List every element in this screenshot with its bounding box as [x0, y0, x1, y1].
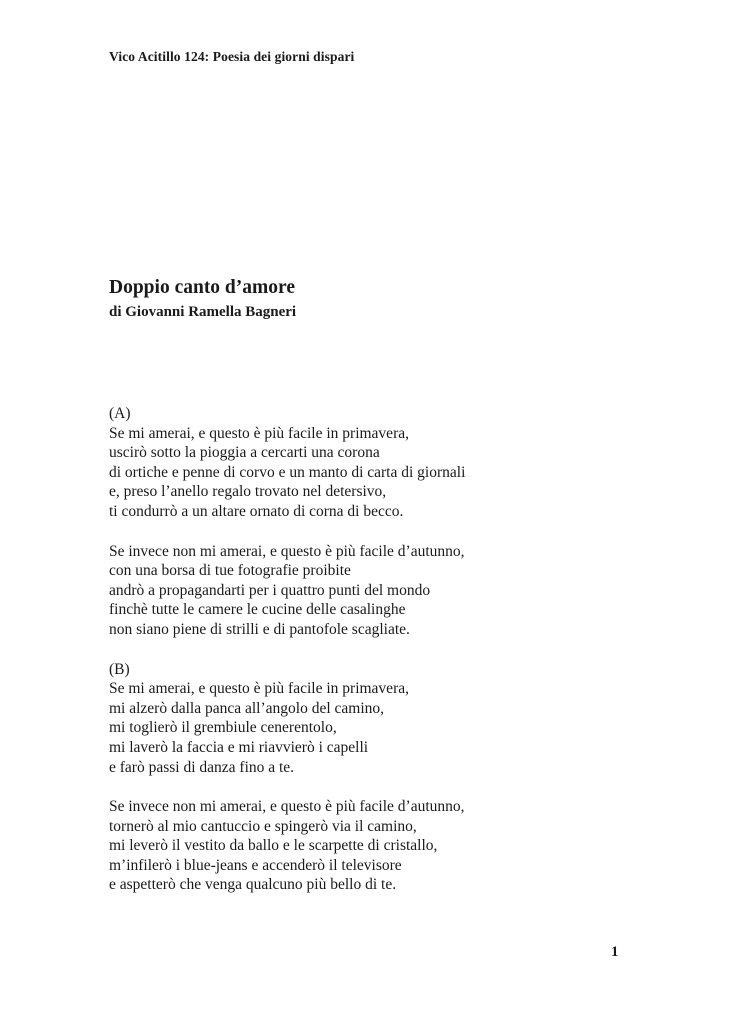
section-label-b: (B) [109, 660, 130, 678]
running-header: Vico Acitillo 124: Poesia dei giorni dispari [109, 49, 355, 64]
poem-line: m’infilerò i blue-jeans e accenderò il televisore [109, 856, 402, 874]
poem-line: Se invece non mi amerai, e questo è più facile d’autunno, [109, 542, 465, 560]
poem-line: mi toglierò il grembiule cenerentolo, [109, 719, 337, 737]
poem-author: di Giovanni Ramella Bagneri [109, 304, 297, 320]
poem-line: Se mi amerai, e questo è più facile in primavera, [109, 680, 409, 698]
poem-line: con una borsa di tue fotografie proibite [109, 562, 351, 580]
poem-line: mi laverò la faccia e mi riavvierò i capelli [109, 738, 369, 756]
page-number: 1 [611, 944, 619, 960]
poem-line: e, preso l’anello regalo trovato nel detersivo, [109, 483, 387, 501]
poem-line: uscirò sotto la pioggia a cercarti una corona [109, 444, 380, 462]
poem-body [109, 404, 669, 895]
stanza-a-2 [109, 542, 669, 640]
poem-line: Se invece non mi amerai, e questo è più facile d’autunno, [109, 798, 465, 816]
poem-line: e aspetterò che venga qualcuno più bello di te. [109, 876, 397, 894]
poem-line: Se mi amerai, e questo è più facile in primavera, [109, 424, 409, 442]
poem-title: Doppio canto d’amore [109, 277, 295, 298]
poem-line: e farò passi di danza fino a te. [109, 758, 295, 776]
title-block [109, 276, 296, 322]
poem-line: non siano piene di strilli e di pantofole scagliate. [109, 620, 410, 638]
stanza-b-2 [109, 797, 669, 895]
stanza-b-1 [109, 660, 669, 778]
stanza-a-1 [109, 404, 669, 522]
poem-line: ti condurrò a un altare ornato di corna di becco. [109, 502, 404, 520]
poem-line: mi leverò il vestito da ballo e le scarpette di cristallo, [109, 837, 438, 855]
section-label-a: (A) [109, 405, 131, 422]
poem-line: mi alzerò dalla panca all’angolo del camino, [109, 699, 385, 717]
poem-line: tornerò al mio cantuccio e spingerò via il camino, [109, 817, 417, 835]
poem-line: andrò a propagandarti per i quattro punti del mondo [109, 581, 431, 599]
poem-line: di ortiche e penne di corvo e un manto di carta di giornali [109, 463, 466, 481]
poem-line: finchè tutte le camere le cucine delle casalinghe [109, 601, 406, 619]
